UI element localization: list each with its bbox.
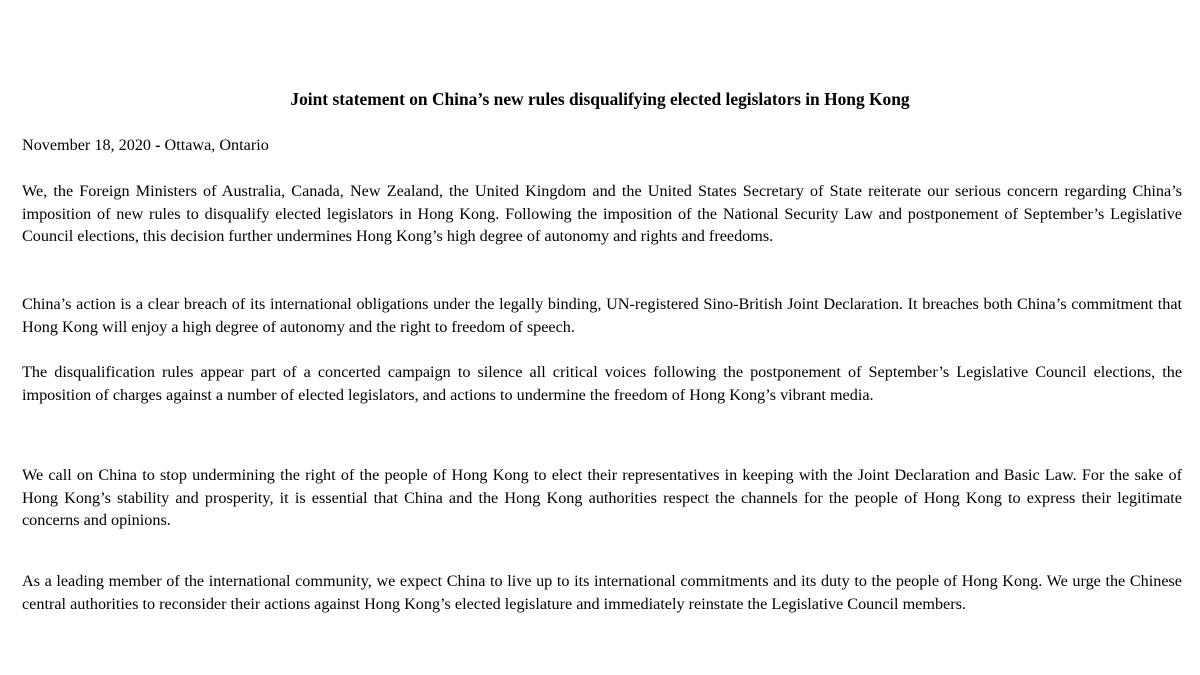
date-separator: - [155,136,161,154]
paragraph-5: As a leading member of the international community, we expect China to live up to its international commitments and its duty to the people of Hong Kong. We urge the Chinese central authorities to reconsider their actions against Hong Kong’s elected legislature and immediately reinstate the Legislative Council members. [22,572,1182,613]
title-prefix: Joint statement on [290,89,428,109]
title-main: China’s new rules disqualifying elected legislators in Hong Kong [431,89,910,109]
paragraph-1: We, the Foreign Ministers of Australia, Canada, New Zealand, the United Kingdom and the United States Secretary of State reiterate our serious concern regarding China’s imposition of new rules to disqualify elected legislators in Hong Kong. Following the imposition of the National Security Law and postponement of September’s Legislative Council elections, this decision further undermines Hong Kong’s high degree of autonomy and rights and freedoms. [22,182,1182,245]
paragraph-4: We call on China to stop undermining the right of the people of Hong Kong to elect their representatives in keeping with the Joint Declaration and Basic Law. For the sake of Hong Kong’s stability and prosperity, it is essential that China and the Hong Kong authorities respect the channels for the people of Hong Kong to express their legitimate concerns and opinions. [22,466,1182,529]
document-title [0,88,1200,110]
paragraph-2: China’s action is a clear breach of its international obligations under the legally binding, UN-registered Sino-British Joint Declaration. It breaches both China’s commitment that Hong Kong will enjoy a high degree of autonomy and the right to freedom of speech. [22,295,1182,336]
date: November 18, 2020 [22,136,152,154]
paragraph-3: The disqualification rules appear part of a concerted campaign to silence all critical voices following the postponement of September’s Legislative Council elections, the imposition of charges against a number of elected legislators, and actions to undermine the freedom of Hong Kong’s vibrant media. [22,363,1182,404]
dateline [22,134,1182,157]
location: Ottawa, Ontario [164,136,269,154]
